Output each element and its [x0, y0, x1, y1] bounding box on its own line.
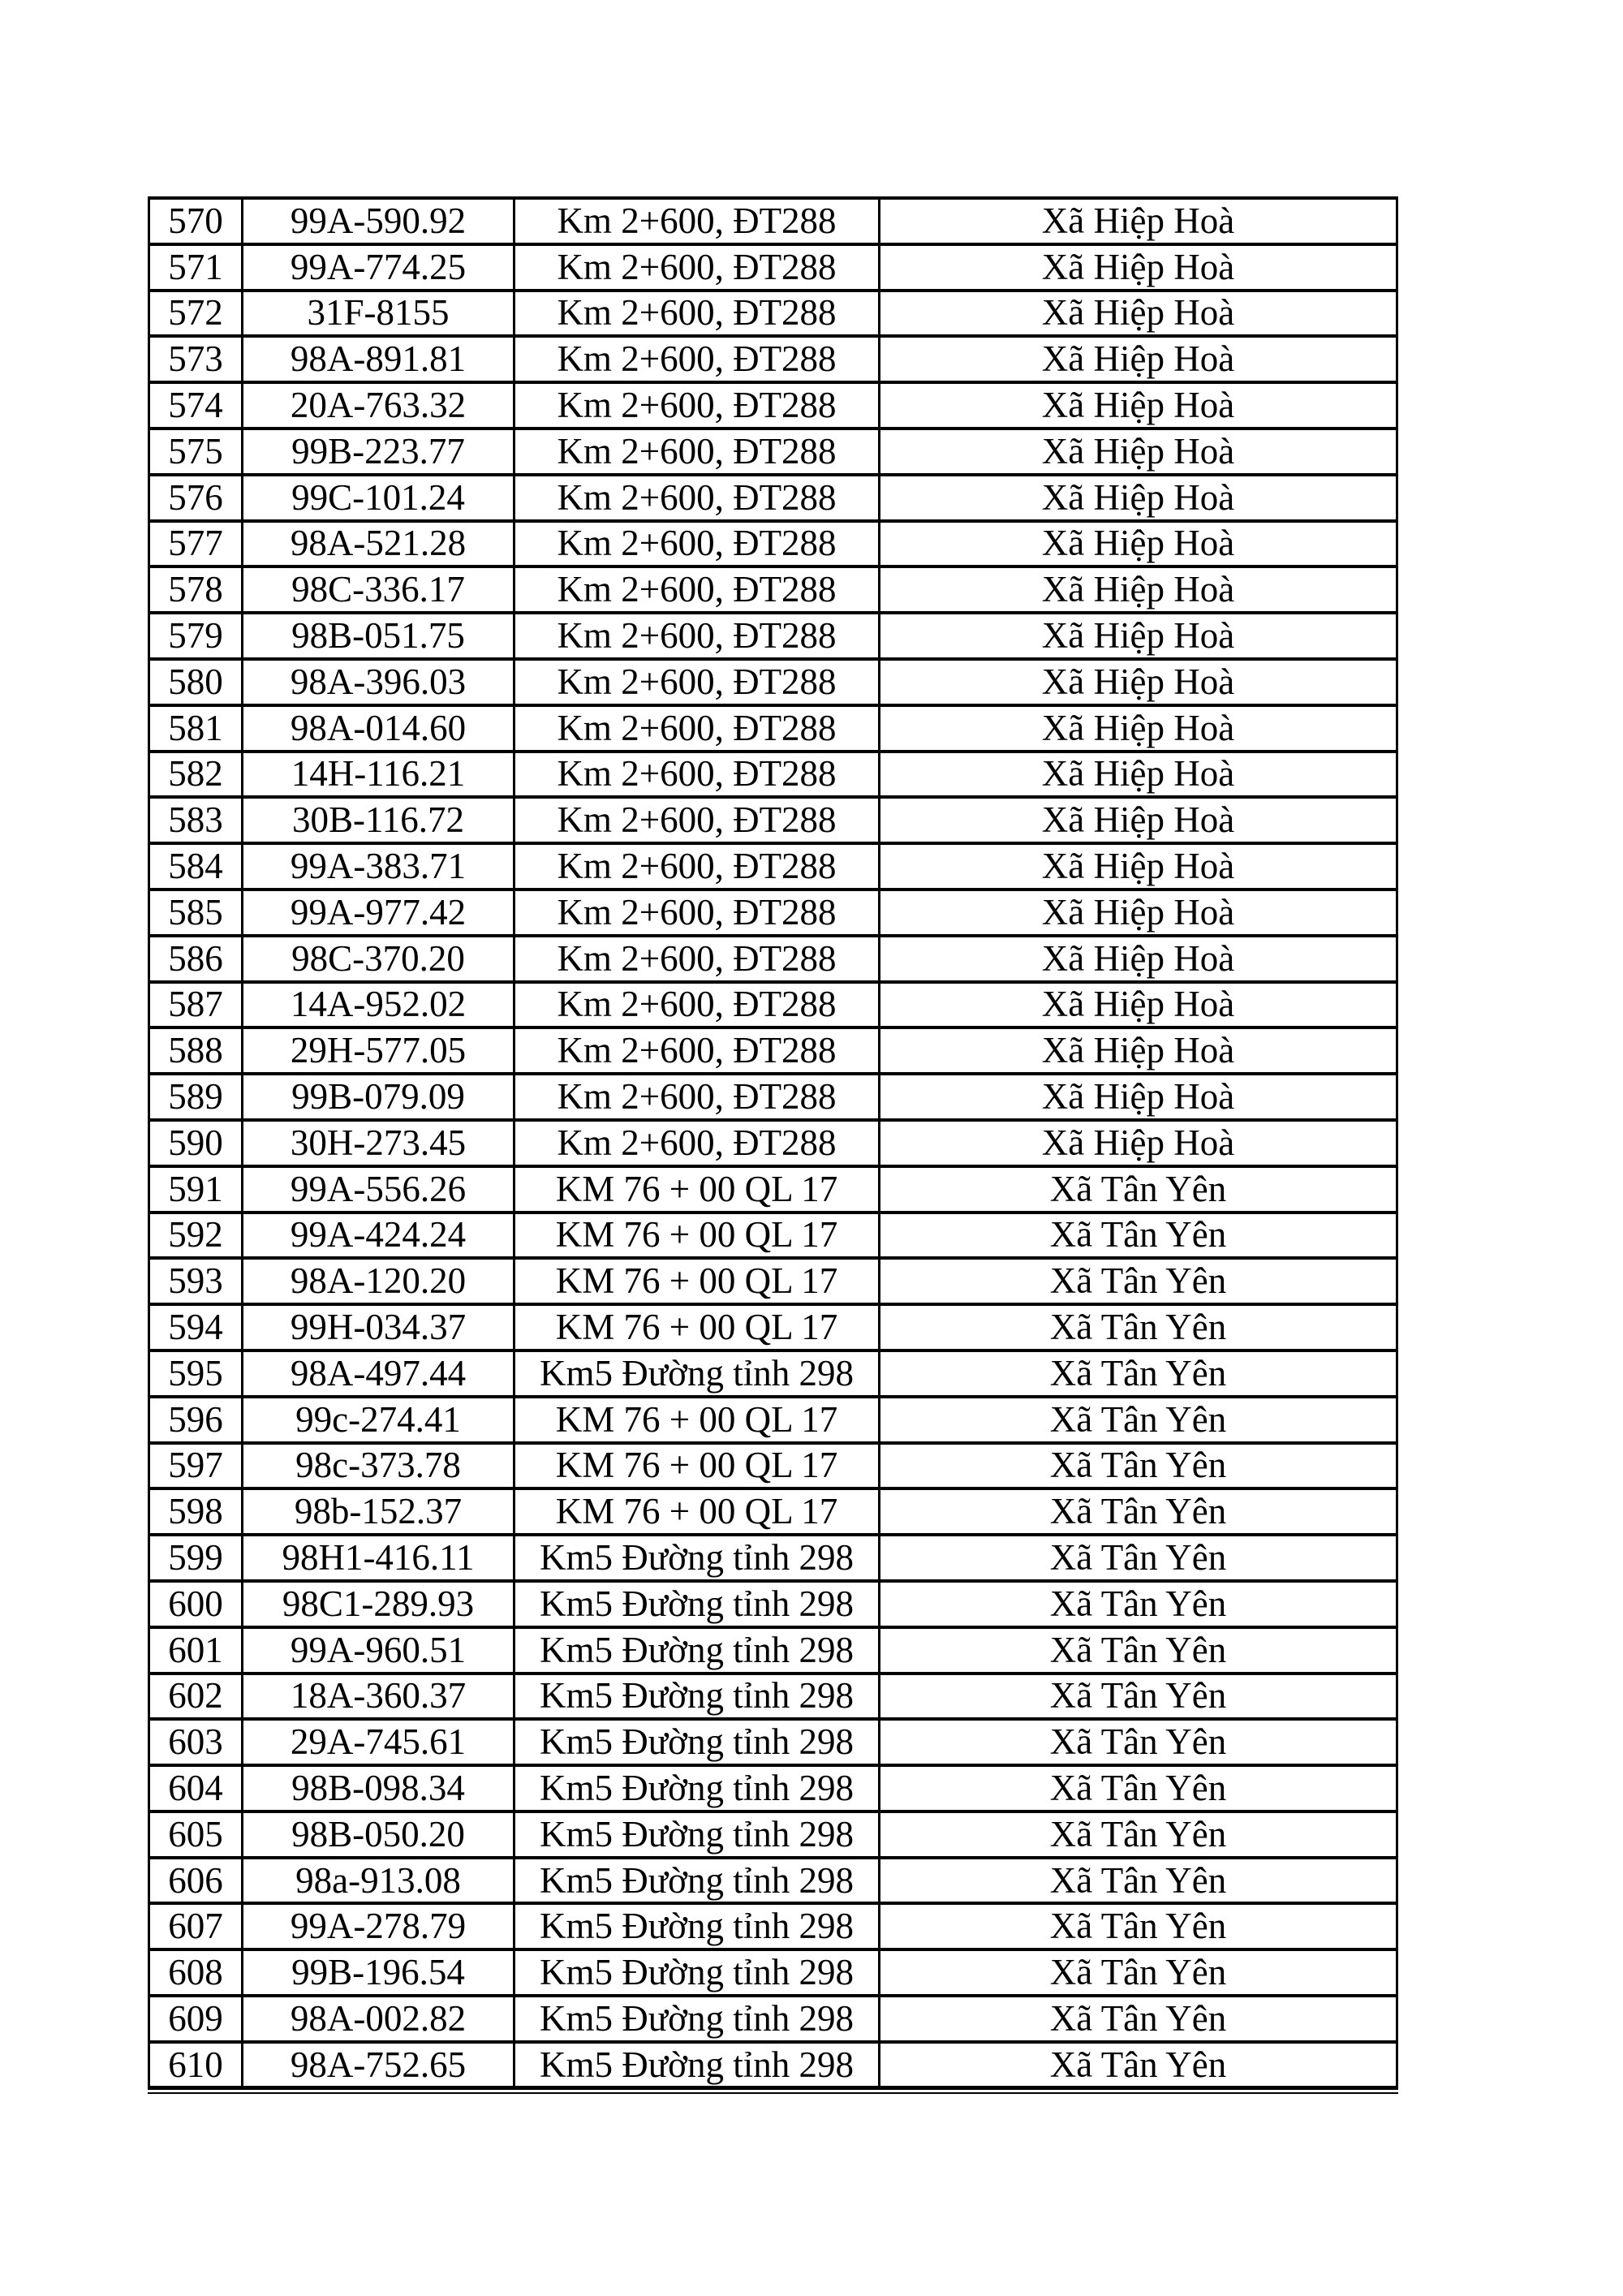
- table-row: [149, 521, 1397, 567]
- table-row: [149, 982, 1397, 1028]
- commune-cell: Xã Hiệp Hoà: [880, 1074, 1397, 1120]
- commune-cell: Xã Hiệp Hoà: [880, 475, 1397, 521]
- commune-cell: Xã Hiệp Hoà: [880, 1027, 1397, 1074]
- row-number-cell: 588: [149, 1027, 243, 1074]
- location-cell: KM 76 + 00 QL 17: [514, 1304, 880, 1350]
- row-number-cell: 571: [149, 244, 243, 291]
- table-row: [149, 1443, 1397, 1489]
- plate-number-cell: 98A-120.20: [243, 1258, 514, 1304]
- commune-cell: Xã Hiệp Hoà: [880, 566, 1397, 613]
- row-number-cell: 579: [149, 613, 243, 659]
- location-cell: KM 76 + 00 QL 17: [514, 1397, 880, 1443]
- table-row: [149, 1535, 1397, 1581]
- plate-number-cell: 29A-745.61: [243, 1719, 514, 1765]
- commune-cell: Xã Tân Yên: [880, 1488, 1397, 1535]
- row-number-cell: 584: [149, 843, 243, 890]
- row-number-cell: 581: [149, 705, 243, 752]
- location-cell: Km5 Đường tỉnh 298: [514, 1858, 880, 1904]
- table-row: [149, 429, 1397, 475]
- location-cell: Km 2+600, ĐT288: [514, 936, 880, 982]
- location-cell: Km5 Đường tỉnh 298: [514, 1627, 880, 1674]
- location-cell: Km 2+600, ĐT288: [514, 1074, 880, 1120]
- plate-number-cell: 98B-098.34: [243, 1765, 514, 1811]
- table-row: [149, 1166, 1397, 1213]
- row-number-cell: 602: [149, 1674, 243, 1720]
- commune-cell: Xã Hiệp Hoà: [880, 890, 1397, 936]
- plate-number-cell: 99H-034.37: [243, 1304, 514, 1350]
- location-cell: Km 2+600, ĐT288: [514, 705, 880, 752]
- plate-number-cell: 99C-101.24: [243, 475, 514, 521]
- row-number-cell: 605: [149, 1811, 243, 1858]
- plate-number-cell: 98A-891.81: [243, 336, 514, 382]
- commune-cell: Xã Hiệp Hoà: [880, 982, 1397, 1028]
- row-number-cell: 597: [149, 1443, 243, 1489]
- row-number-cell: 577: [149, 521, 243, 567]
- plate-number-cell: 98C-370.20: [243, 936, 514, 982]
- commune-cell: Xã Hiệp Hoà: [880, 382, 1397, 429]
- row-number-cell: 604: [149, 1765, 243, 1811]
- table-row: [149, 613, 1397, 659]
- plate-number-cell: 98c-373.78: [243, 1443, 514, 1489]
- location-cell: Km 2+600, ĐT288: [514, 1027, 880, 1074]
- commune-cell: Xã Hiệp Hoà: [880, 797, 1397, 843]
- location-cell: Km 2+600, ĐT288: [514, 475, 880, 521]
- row-number-cell: 603: [149, 1719, 243, 1765]
- commune-cell: Xã Tân Yên: [880, 1213, 1397, 1259]
- plate-number-cell: 30B-116.72: [243, 797, 514, 843]
- location-cell: KM 76 + 00 QL 17: [514, 1488, 880, 1535]
- location-cell: Km 2+600, ĐT288: [514, 521, 880, 567]
- table-row: [149, 752, 1397, 798]
- plate-number-cell: 98B-051.75: [243, 613, 514, 659]
- row-number-cell: 598: [149, 1488, 243, 1535]
- location-cell: Km 2+600, ĐT288: [514, 291, 880, 337]
- plate-number-cell: 98A-497.44: [243, 1350, 514, 1397]
- commune-cell: Xã Tân Yên: [880, 1350, 1397, 1397]
- location-cell: Km 2+600, ĐT288: [514, 843, 880, 890]
- table-row: [149, 1120, 1397, 1166]
- commune-cell: Xã Hiệp Hoà: [880, 752, 1397, 798]
- table-row: [149, 843, 1397, 890]
- table-row: [149, 705, 1397, 752]
- commune-cell: Xã Tân Yên: [880, 1627, 1397, 1674]
- plate-number-cell: 98A-752.65: [243, 2042, 514, 2088]
- row-number-cell: 583: [149, 797, 243, 843]
- plate-number-cell: 99A-774.25: [243, 244, 514, 291]
- row-number-cell: 586: [149, 936, 243, 982]
- location-cell: Km5 Đường tỉnh 298: [514, 1903, 880, 1949]
- plate-number-cell: 98B-050.20: [243, 1811, 514, 1858]
- table-row: [149, 1949, 1397, 1996]
- commune-cell: Xã Tân Yên: [880, 1166, 1397, 1213]
- commune-cell: Xã Tân Yên: [880, 1304, 1397, 1350]
- row-number-cell: 576: [149, 475, 243, 521]
- row-number-cell: 570: [149, 198, 243, 244]
- plate-number-cell: 98C1-289.93: [243, 1581, 514, 1627]
- location-cell: Km 2+600, ĐT288: [514, 659, 880, 705]
- row-number-cell: 585: [149, 890, 243, 936]
- plate-number-cell: 14A-952.02: [243, 982, 514, 1028]
- commune-cell: Xã Hiệp Hoà: [880, 705, 1397, 752]
- table-row: [149, 890, 1397, 936]
- plate-number-cell: 99B-079.09: [243, 1074, 514, 1120]
- table-row: [149, 936, 1397, 982]
- commune-cell: Xã Tân Yên: [880, 2042, 1397, 2088]
- location-cell: Km 2+600, ĐT288: [514, 752, 880, 798]
- table-row: [149, 198, 1397, 244]
- plate-number-cell: 99A-383.71: [243, 843, 514, 890]
- location-cell: KM 76 + 00 QL 17: [514, 1213, 880, 1259]
- table-row: [149, 1304, 1397, 1350]
- commune-cell: Xã Tân Yên: [880, 1903, 1397, 1949]
- location-cell: Km 2+600, ĐT288: [514, 982, 880, 1028]
- plate-number-cell: 31F-8155: [243, 291, 514, 337]
- plate-number-cell: 98A-396.03: [243, 659, 514, 705]
- location-cell: Km 2+600, ĐT288: [514, 244, 880, 291]
- table-row: [149, 382, 1397, 429]
- row-number-cell: 574: [149, 382, 243, 429]
- location-cell: Km5 Đường tỉnh 298: [514, 1949, 880, 1996]
- row-number-cell: 600: [149, 1581, 243, 1627]
- row-number-cell: 591: [149, 1166, 243, 1213]
- location-cell: Km5 Đường tỉnh 298: [514, 1765, 880, 1811]
- location-cell: Km5 Đường tỉnh 298: [514, 1535, 880, 1581]
- plate-number-cell: 98A-014.60: [243, 705, 514, 752]
- row-number-cell: 589: [149, 1074, 243, 1120]
- table-row: [149, 566, 1397, 613]
- plate-number-cell: 98a-913.08: [243, 1858, 514, 1904]
- table-row: [149, 1258, 1397, 1304]
- location-cell: Km 2+600, ĐT288: [514, 566, 880, 613]
- table-row: [149, 2042, 1397, 2088]
- location-cell: Km5 Đường tỉnh 298: [514, 1350, 880, 1397]
- commune-cell: Xã Hiệp Hoà: [880, 659, 1397, 705]
- row-number-cell: 595: [149, 1350, 243, 1397]
- plate-number-cell: 99A-590.92: [243, 198, 514, 244]
- table-row: [149, 1765, 1397, 1811]
- plate-number-cell: 98b-152.37: [243, 1488, 514, 1535]
- location-cell: Km5 Đường tỉnh 298: [514, 1811, 880, 1858]
- table-row: [149, 1996, 1397, 2042]
- commune-cell: Xã Hiệp Hoà: [880, 613, 1397, 659]
- plate-number-cell: 98A-002.82: [243, 1996, 514, 2042]
- table-row: [149, 1581, 1397, 1627]
- location-cell: Km5 Đường tỉnh 298: [514, 1581, 880, 1627]
- commune-cell: Xã Tân Yên: [880, 1397, 1397, 1443]
- table-row: [149, 1811, 1397, 1858]
- table-row: [149, 1627, 1397, 1674]
- location-cell: Km5 Đường tỉnh 298: [514, 1719, 880, 1765]
- table-row: [149, 244, 1397, 291]
- plate-number-cell: 29H-577.05: [243, 1027, 514, 1074]
- table-row: [149, 336, 1397, 382]
- row-number-cell: 609: [149, 1996, 243, 2042]
- plate-number-cell: 30H-273.45: [243, 1120, 514, 1166]
- row-number-cell: 587: [149, 982, 243, 1028]
- vehicle-table: [148, 196, 1398, 2090]
- commune-cell: Xã Tân Yên: [880, 1996, 1397, 2042]
- table-row: [149, 1903, 1397, 1949]
- plate-number-cell: 14H-116.21: [243, 752, 514, 798]
- table-row: [149, 659, 1397, 705]
- plate-number-cell: 99A-977.42: [243, 890, 514, 936]
- commune-cell: Xã Tân Yên: [880, 1674, 1397, 1720]
- row-number-cell: 572: [149, 291, 243, 337]
- table-row: [149, 1213, 1397, 1259]
- commune-cell: Xã Hiệp Hoà: [880, 198, 1397, 244]
- row-number-cell: 607: [149, 1903, 243, 1949]
- commune-cell: Xã Hiệp Hoà: [880, 336, 1397, 382]
- plate-number-cell: 98H1-416.11: [243, 1535, 514, 1581]
- table-row: [149, 1858, 1397, 1904]
- location-cell: KM 76 + 00 QL 17: [514, 1166, 880, 1213]
- table-row: [149, 1719, 1397, 1765]
- plate-number-cell: 99A-556.26: [243, 1166, 514, 1213]
- location-cell: Km5 Đường tỉnh 298: [514, 1674, 880, 1720]
- plate-number-cell: 99A-278.79: [243, 1903, 514, 1949]
- commune-cell: Xã Hiệp Hoà: [880, 843, 1397, 890]
- plate-number-cell: 99c-274.41: [243, 1397, 514, 1443]
- commune-cell: Xã Hiệp Hoà: [880, 291, 1397, 337]
- row-number-cell: 610: [149, 2042, 243, 2088]
- commune-cell: Xã Hiệp Hoà: [880, 1120, 1397, 1166]
- row-number-cell: 593: [149, 1258, 243, 1304]
- commune-cell: Xã Hiệp Hoà: [880, 429, 1397, 475]
- row-number-cell: 601: [149, 1627, 243, 1674]
- commune-cell: Xã Tân Yên: [880, 1581, 1397, 1627]
- plate-number-cell: 98A-521.28: [243, 521, 514, 567]
- location-cell: Km 2+600, ĐT288: [514, 429, 880, 475]
- commune-cell: Xã Tân Yên: [880, 1443, 1397, 1489]
- location-cell: KM 76 + 00 QL 17: [514, 1443, 880, 1489]
- plate-number-cell: 99A-960.51: [243, 1627, 514, 1674]
- location-cell: Km 2+600, ĐT288: [514, 198, 880, 244]
- table-row: [149, 1397, 1397, 1443]
- location-cell: Km 2+600, ĐT288: [514, 1120, 880, 1166]
- row-number-cell: 575: [149, 429, 243, 475]
- row-number-cell: 573: [149, 336, 243, 382]
- plate-number-cell: 18A-360.37: [243, 1674, 514, 1720]
- table-row: [149, 475, 1397, 521]
- row-number-cell: 590: [149, 1120, 243, 1166]
- location-cell: Km 2+600, ĐT288: [514, 613, 880, 659]
- vehicle-table-body: [149, 198, 1397, 2088]
- commune-cell: Xã Tân Yên: [880, 1535, 1397, 1581]
- row-number-cell: 596: [149, 1397, 243, 1443]
- table-row: [149, 1488, 1397, 1535]
- table-row: [149, 291, 1397, 337]
- commune-cell: Xã Hiệp Hoà: [880, 521, 1397, 567]
- location-cell: Km5 Đường tỉnh 298: [514, 2042, 880, 2088]
- row-number-cell: 578: [149, 566, 243, 613]
- location-cell: Km 2+600, ĐT288: [514, 382, 880, 429]
- row-number-cell: 580: [149, 659, 243, 705]
- row-number-cell: 608: [149, 1949, 243, 1996]
- location-cell: Km 2+600, ĐT288: [514, 336, 880, 382]
- row-number-cell: 594: [149, 1304, 243, 1350]
- commune-cell: Xã Tân Yên: [880, 1719, 1397, 1765]
- location-cell: Km5 Đường tỉnh 298: [514, 1996, 880, 2042]
- table-row: [149, 1350, 1397, 1397]
- commune-cell: Xã Hiệp Hoà: [880, 244, 1397, 291]
- table-row: [149, 1074, 1397, 1120]
- plate-number-cell: 98C-336.17: [243, 566, 514, 613]
- vehicle-table-wrap: [148, 196, 1398, 2090]
- location-cell: Km 2+600, ĐT288: [514, 797, 880, 843]
- commune-cell: Xã Tân Yên: [880, 1811, 1397, 1858]
- row-number-cell: 582: [149, 752, 243, 798]
- row-number-cell: 592: [149, 1213, 243, 1259]
- plate-number-cell: 99A-424.24: [243, 1213, 514, 1259]
- commune-cell: Xã Tân Yên: [880, 1765, 1397, 1811]
- location-cell: KM 76 + 00 QL 17: [514, 1258, 880, 1304]
- table-row: [149, 797, 1397, 843]
- commune-cell: Xã Tân Yên: [880, 1858, 1397, 1904]
- row-number-cell: 606: [149, 1858, 243, 1904]
- location-cell: Km 2+600, ĐT288: [514, 890, 880, 936]
- table-row: [149, 1674, 1397, 1720]
- table-row: [149, 1027, 1397, 1074]
- plate-number-cell: 20A-763.32: [243, 382, 514, 429]
- row-number-cell: 599: [149, 1535, 243, 1581]
- plate-number-cell: 99B-223.77: [243, 429, 514, 475]
- plate-number-cell: 99B-196.54: [243, 1949, 514, 1996]
- commune-cell: Xã Tân Yên: [880, 1258, 1397, 1304]
- commune-cell: Xã Tân Yên: [880, 1949, 1397, 1996]
- commune-cell: Xã Hiệp Hoà: [880, 936, 1397, 982]
